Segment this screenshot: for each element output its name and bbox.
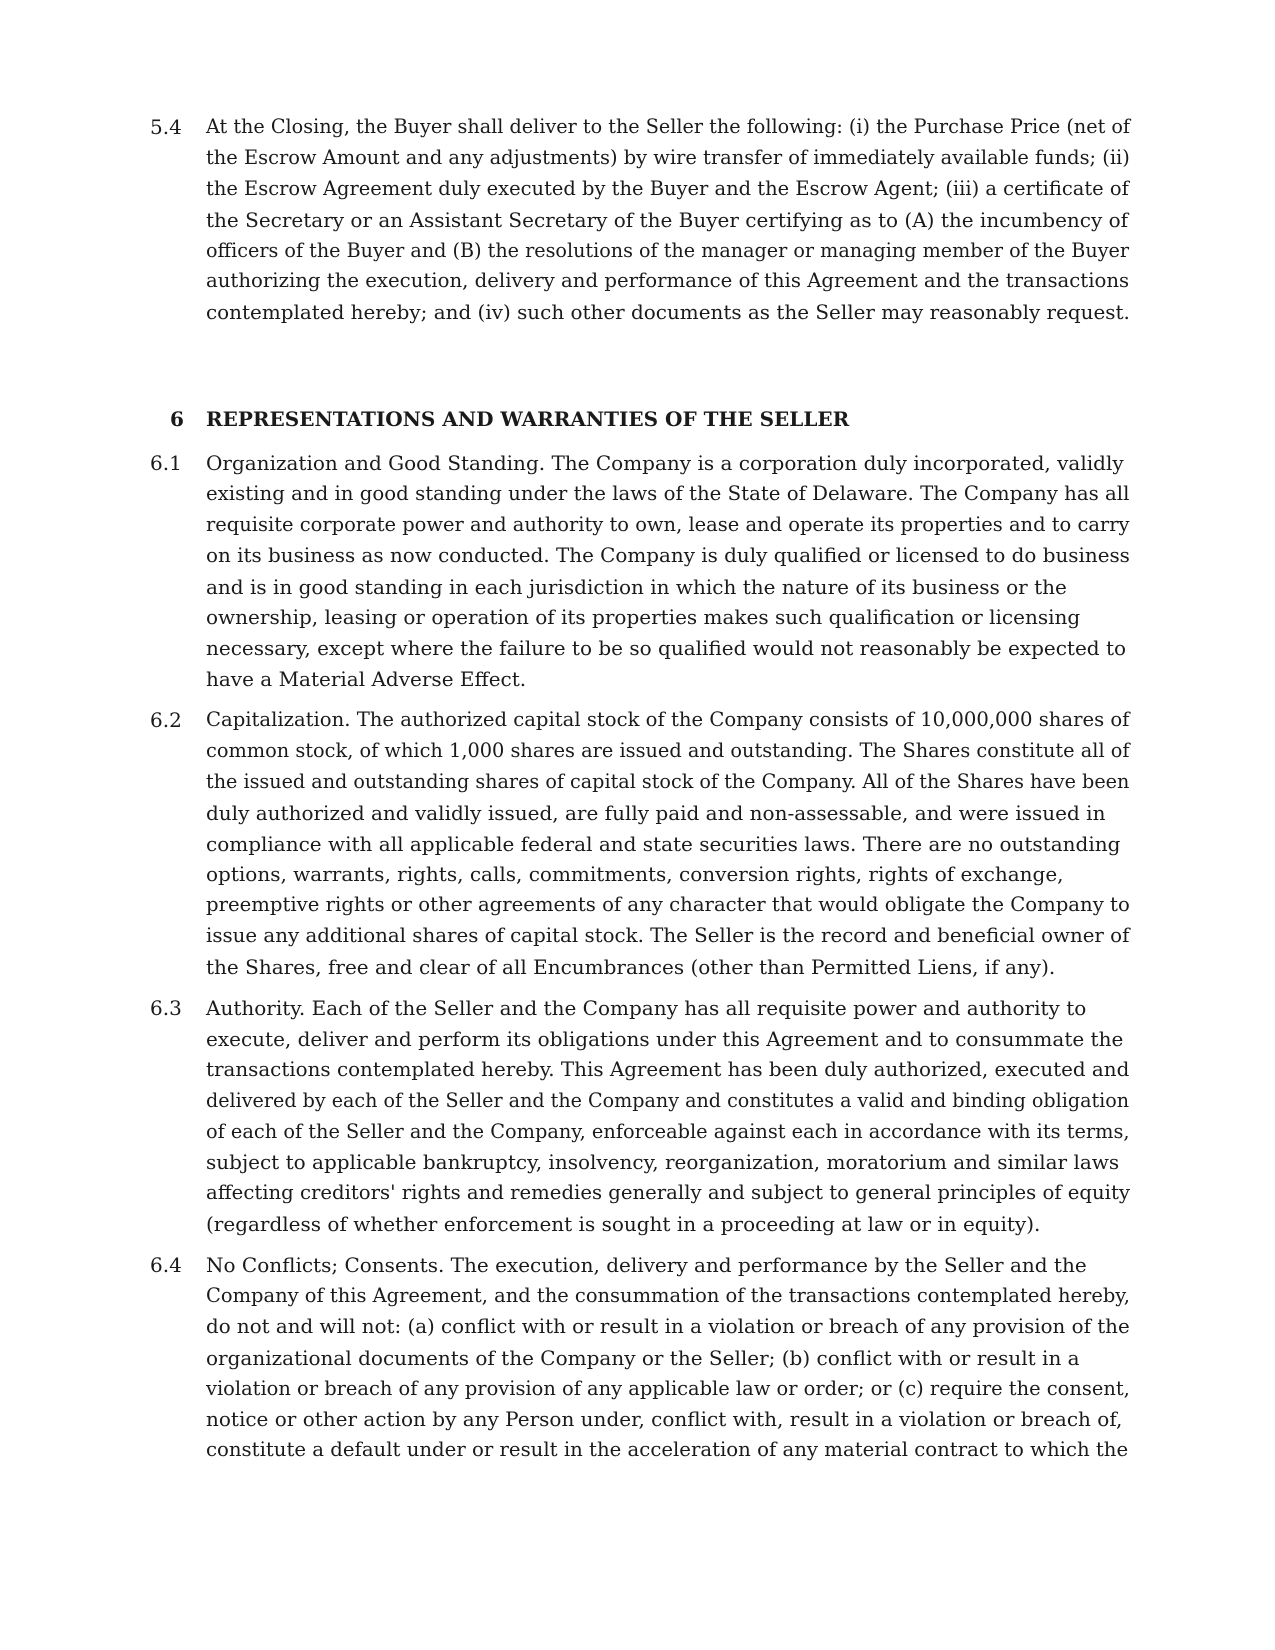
clause-text [206,705,1130,983]
text-line: preemptive rights or other agreements of any character that would obligate the Company to [206,893,1130,917]
section-number: 6 [170,407,184,431]
section-title: REPRESENTATIONS AND WARRANTIES OF THE SELLER [206,407,850,431]
clause-number: 6.1 [150,451,182,475]
text-line: affecting creditors' rights and remedies generally and subject to general principles of equity [206,1181,1130,1205]
text-line: the Shares, free and clear of all Encumbrances (other than Permitted Liens, if any). [206,955,1056,980]
text-line: (regardless of whether enforcement is sought in a proceeding at law or in equity). [206,1212,1041,1237]
text-line: violation or breach of any provision of any applicable law or order; or (c) require the consent, [206,1376,1130,1400]
text-line: compliance with all applicable federal and state securities laws. There are no outstanding [206,831,1121,856]
text-line: issue any additional shares of capital stock. The Seller is the record and beneficial owner of [206,924,1130,948]
text-line: the Secretary or an Assistant Secretary of the Buyer certifying as to (A) the incumbency of [206,207,1129,232]
text-line: officers of the Buyer and (B) the resolutions of the manager or managing member of the Buyer [206,238,1130,262]
text-line: necessary, except where the failure to be so qualified would not reasonably be expected to [206,636,1127,661]
text-line: the Escrow Amount and any adjustments) by wire transfer of immediately available funds; (ii) [206,145,1130,169]
clause-6-2 [150,705,1130,983]
text-line: duly authorized and validly issued, are fully paid and non-assessable, and were issued in [206,800,1106,825]
clause-number: 6.2 [150,708,182,732]
text-line: ownership, leasing or operation of its properties makes such qualification or licensing [206,605,1081,630]
text-line: notice or other action by any Person under, conflict with, result in a violation or breach of, [206,1407,1123,1432]
text-line: execute, deliver and perform its obligations under this Agreement and to consummate the [206,1026,1124,1051]
clause-6-1 [150,448,1130,695]
text-line: have a Material Adverse Effect. [206,667,527,692]
text-line: subject to applicable bankruptcy, insolvency, reorganization, moratorium and similar laws [206,1150,1120,1175]
text-line: Capitalization. The authorized capital stock of the Company consists of 10,000,000 shares of [206,708,1130,731]
text-line: Authority. Each of the Seller and the Company has all requisite power and authority to [206,996,1087,1020]
clause-number: 6.4 [150,1253,182,1277]
clause-text [206,112,1130,328]
text-line: delivered by each of the Seller and the Company and constitutes a valid and binding obligation [206,1088,1130,1112]
clause-6-4 [150,1250,1130,1466]
clause-number: 5.4 [150,115,182,139]
text-line: constitute a default under or result in the acceleration of any material contract to which the [206,1438,1129,1462]
text-line: No Conflicts; Consents. The execution, delivery and performance by the Seller and the [206,1253,1087,1277]
text-line: on its business as now conducted. The Company is duly qualified or licensed to do business [206,543,1130,567]
clause-text [206,448,1130,695]
clause-text [206,1250,1130,1466]
text-line: the issued and outstanding shares of capital stock of the Company. All of the Shares have been [206,769,1130,793]
text-line: At the Closing, the Buyer shall deliver to the Seller the following: (i) the Purchase Price (net of [206,115,1131,138]
text-line: authorizing the execution, delivery and performance of this Agreement and the transactions [206,269,1130,293]
text-line: contemplated hereby; and (iv) such other documents as the Seller may reasonably request. [206,300,1130,325]
text-line: existing and in good standing under the laws of the State of Delaware. The Company has all [206,481,1130,505]
text-line: and is in good standing in each jurisdiction in which the nature of its business or the [206,574,1067,599]
text-line: Company of this Agreement, and the consummation of the transactions contemplated hereby, [206,1283,1130,1307]
text-line: of each of the Seller and the Company, enforceable against each in accordance with its terms, [206,1119,1130,1143]
text-line: organizational documents of the Company or the Seller; (b) conflict with or result in a [206,1345,1080,1370]
text-line: Organization and Good Standing. The Company is a corporation duly incorporated, validly [206,451,1124,475]
clause-6-3 [150,993,1130,1240]
text-line: do not and will not: (a) conflict with or result in a violation or breach of any provision of the [206,1314,1130,1338]
text-line: common stock, of which 1,000 shares are issued and outstanding. The Shares constitute all of [206,738,1130,762]
text-line: requisite corporate power and authority to own, lease and operate its properties and to carry [206,512,1130,536]
clause-text [206,993,1130,1240]
clause-5-4 [150,112,1130,328]
text-line: the Escrow Agreement duly executed by the Buyer and the Escrow Agent; (iii) a certificate of [206,176,1129,200]
text-line: transactions contemplated hereby. This Agreement has been duly authorized, executed and [206,1057,1130,1081]
clause-number: 6.3 [150,996,182,1020]
text-line: options, warrants, rights, calls, commitments, conversion rights, rights of exchange, [206,862,1064,887]
